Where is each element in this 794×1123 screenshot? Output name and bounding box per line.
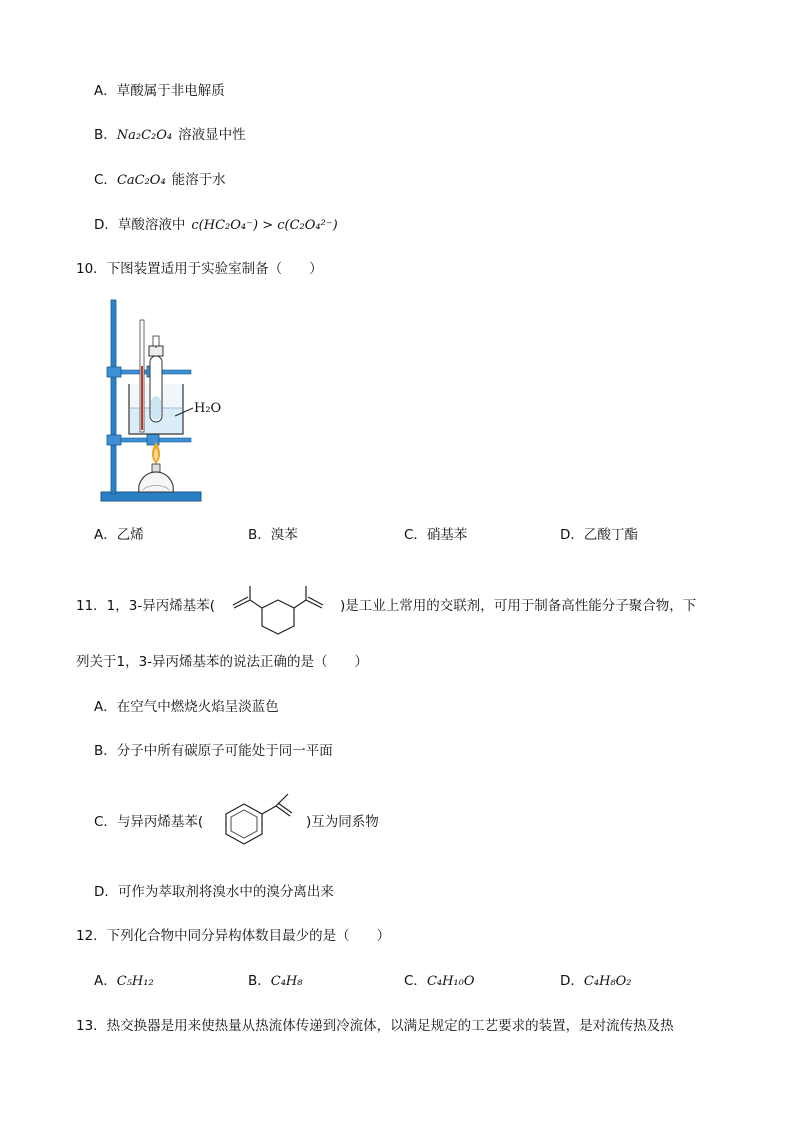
option-text: 与异丙烯基苯( xyxy=(116,814,204,830)
q9-option-b xyxy=(94,125,246,146)
option-text: 在空气中燃烧火焰呈淡蓝色 xyxy=(116,699,279,715)
q12-option-a xyxy=(94,971,154,992)
formula: C₄H₁₀O xyxy=(426,974,475,989)
option-text: 分子中所有碳原子可能处于同一平面 xyxy=(116,743,333,759)
diisopropenylbenzene-structure xyxy=(224,580,344,640)
formula: c(HC₂O₄⁻) > c(C₂O₄²⁻) xyxy=(191,218,338,233)
option-label: D． xyxy=(560,973,584,989)
option-text: 草酸溶液中 xyxy=(117,217,186,233)
formula: C₄H₈O₂ xyxy=(583,974,632,989)
q13-stem: 13．热交换器是用来使热量从热流体传递到冷流体，以满足规定的工艺要求的装置，是对流传热及热 xyxy=(76,1018,674,1034)
option-label: A． xyxy=(94,83,117,99)
upper-clamp xyxy=(107,367,121,377)
q9-option-c xyxy=(94,170,226,191)
option-text: 能溶于水 xyxy=(171,172,226,188)
option-label: C． xyxy=(94,814,117,830)
q11-option-c-end: )互为同系物 xyxy=(306,814,379,830)
option-text: 乙烯 xyxy=(116,527,144,543)
formula: Na₂C₂O₄ xyxy=(116,128,173,143)
q12-option-c xyxy=(404,971,475,992)
q10-option-c xyxy=(404,525,467,545)
option-label: D． xyxy=(94,884,118,900)
option-label: C． xyxy=(94,172,117,188)
option-text: 可作为萃取剂将溴水中的溴分离出来 xyxy=(117,884,334,900)
isopropenylbenzene-structure xyxy=(214,792,309,852)
q10-stem: 10．下图装置适用于实验室制备（ ） xyxy=(76,261,323,277)
q10-option-b xyxy=(248,525,298,545)
option-label: B． xyxy=(94,743,117,759)
q12-stem: 12．下列化合物中同分异构体数目最少的是（ ） xyxy=(76,928,391,944)
water-label: H₂O xyxy=(194,401,222,416)
q11-stem-start: 11．1，3-异丙烯基苯( xyxy=(76,598,215,614)
option-text: 溴苯 xyxy=(270,527,298,543)
option-label: A． xyxy=(94,527,117,543)
q11-stem-line2: 列关于1，3-异丙烯基苯的说法正确的是（ ） xyxy=(76,654,369,670)
q11-stem-end: )是工业上常用的交联剂，可用于制备高性能分子聚合物，下 xyxy=(340,598,697,614)
formula: C₅H₁₂ xyxy=(116,974,154,989)
q12-option-d xyxy=(560,971,631,992)
option-label: D． xyxy=(94,217,118,233)
q10-option-d xyxy=(560,525,638,545)
option-label: A． xyxy=(94,699,117,715)
q11-option-a xyxy=(94,697,279,717)
q11-option-c xyxy=(94,812,203,832)
q9-option-d xyxy=(94,215,338,236)
option-label: C． xyxy=(404,527,427,543)
option-label: B． xyxy=(248,527,271,543)
q10-option-a xyxy=(94,525,144,545)
q11-option-d xyxy=(94,882,334,902)
q12-option-b xyxy=(248,971,302,992)
option-label: C． xyxy=(404,973,427,989)
option-label: A． xyxy=(94,973,117,989)
formula: C₄H₈ xyxy=(270,974,303,989)
stand-rod xyxy=(111,300,116,494)
formula: CaC₂O₄ xyxy=(116,173,166,188)
option-label: D． xyxy=(560,527,584,543)
q9-option-a xyxy=(94,81,225,101)
lower-clamp xyxy=(107,435,121,445)
q11-option-b xyxy=(94,741,333,761)
option-label: B． xyxy=(94,127,117,143)
option-text: 硝基苯 xyxy=(426,527,468,543)
lab-apparatus-diagram xyxy=(95,296,225,508)
option-text: 乙酸丁酯 xyxy=(583,527,638,543)
option-label: B． xyxy=(248,973,271,989)
option-text: 溶液显中性 xyxy=(178,127,246,143)
option-text: 草酸属于非电解质 xyxy=(116,83,225,99)
